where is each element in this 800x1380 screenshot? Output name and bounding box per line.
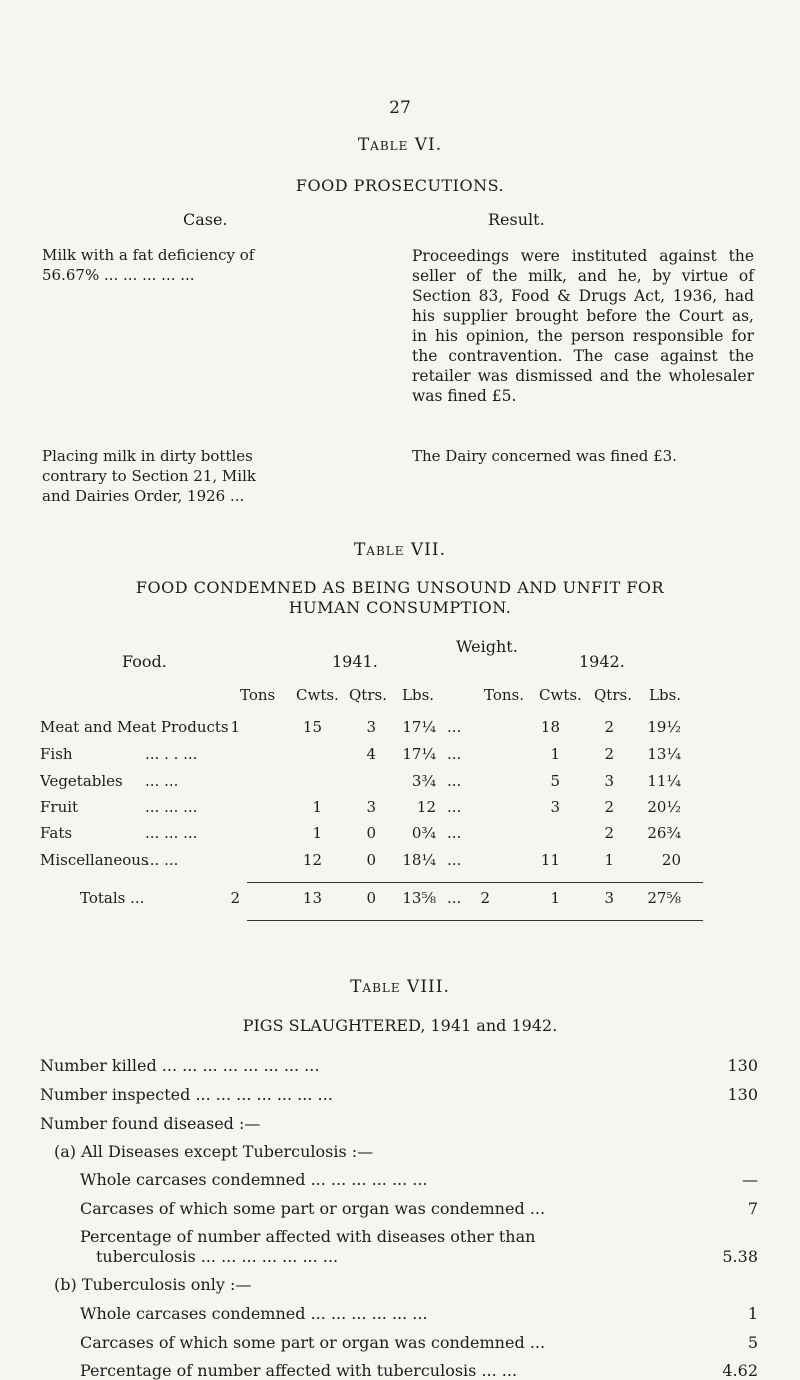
pig-stat-value: 1: [747, 1304, 758, 1323]
weight-q41: 4: [366, 745, 376, 763]
totals-label: Totals ...: [80, 889, 145, 907]
pig-stat-value: 5: [747, 1333, 758, 1352]
weight-l42: 11¼: [647, 772, 681, 790]
pig-stat-line: [40, 1085, 758, 1104]
table8-title: PIGS SLAUGHTERED, 1941 and 1942.: [242, 1016, 558, 1035]
weight-c41: 1: [312, 824, 322, 842]
table7-top-rule: [247, 882, 703, 883]
pig-stat-line: [80, 1227, 758, 1246]
leader-dots: ... ... ... ... ... ... ...: [190, 1085, 333, 1104]
leader-dots: ...: [496, 1361, 518, 1380]
pig-stat-line: [54, 1142, 758, 1161]
column-separator-dots: ...: [447, 889, 462, 907]
pig-stat-value: 5.38: [722, 1247, 758, 1266]
pig-stat-line: [40, 1114, 758, 1133]
table6-case-2-line3: and Dairies Order, 1926 ...: [42, 487, 245, 505]
table6-case-2-line2: contrary to Section 21, Milk: [42, 467, 256, 485]
column-separator-dots: ...: [447, 772, 462, 790]
total-q42: 3: [604, 889, 614, 907]
weight-l41: 0¾: [411, 824, 436, 842]
total-c41: 13: [302, 889, 322, 907]
pig-stat-label: tuberculosis: [96, 1247, 196, 1266]
weight-l42: 20: [661, 851, 681, 869]
pig-stat-line: [54, 1275, 758, 1294]
total-q41: 0: [366, 889, 376, 907]
weight-c42: 11: [540, 851, 560, 869]
pig-stat-label: Percentage of number affected with diseases other than: [80, 1227, 536, 1246]
leader-dots: ... ...: [145, 851, 179, 869]
total-t41: 2: [230, 889, 240, 907]
pig-stat-value: 130: [727, 1085, 758, 1104]
weight-t41: 1: [230, 718, 240, 736]
page-number: 27: [389, 98, 411, 118]
pig-stat-value: 4.62: [722, 1361, 758, 1380]
unit-cwts-1941: Cwts.: [296, 686, 339, 704]
weight-q42: 1: [604, 851, 614, 869]
table7-label: Table VII.: [353, 540, 447, 560]
pig-stat-line: [80, 1199, 758, 1218]
pig-stat-label: Number killed: [40, 1056, 157, 1075]
weight-q42: 2: [604, 718, 614, 736]
pig-stat-line: [80, 1333, 758, 1352]
leader-dots: ... ... ... ... ... ... ...: [195, 1247, 339, 1266]
leader-dots: ...: [524, 1199, 546, 1218]
table7-header-weight: Weight.: [456, 637, 518, 656]
weight-l41: 12: [416, 798, 436, 816]
pig-stat-label: Carcases of which some part or organ was condemned: [80, 1333, 525, 1352]
table6-label: Table VI.: [357, 135, 443, 155]
weight-q42: 2: [604, 824, 614, 842]
food-item-label: Fats: [40, 824, 73, 842]
weight-c41: 15: [302, 718, 322, 736]
pig-stat-line: [80, 1361, 758, 1380]
weight-q41: 3: [366, 718, 376, 736]
table6-result-2: The Dairy concerned was fined £3.: [412, 447, 677, 465]
table7-header-1941: 1941.: [332, 652, 378, 671]
weight-q41: 0: [366, 851, 376, 869]
table6-result-1: Proceedings were instituted against the seller of the milk, and he, by virtue of Section 83, Food & Drugs Act, 1936, had his supplier brought before the Court as, in his opinion, the person responsible for the contravention. The case against the retailer was dismissed and the wholesaler was fined £5.: [412, 247, 754, 405]
column-separator-dots: ...: [447, 798, 462, 816]
table7-header-food: Food.: [122, 652, 167, 671]
unit-lbs-1942: Lbs.: [649, 686, 682, 704]
table6-col-case: Case.: [183, 210, 228, 229]
pig-stat-line: [80, 1304, 758, 1323]
weight-q42: 2: [604, 798, 614, 816]
unit-qtrs-1942: Qtrs.: [594, 686, 632, 704]
weight-c42: 5: [550, 772, 560, 790]
total-l41: 13⅝: [402, 889, 436, 907]
table6-case-1-line2: 56.67% ... ... ... ... ...: [42, 266, 195, 284]
leader-dots: ... ... ... ... ... ...: [305, 1304, 428, 1323]
unit-tons-1941: Tons: [240, 686, 276, 704]
unit-cwts-1942: Cwts.: [539, 686, 582, 704]
total-c42: 1: [550, 889, 560, 907]
table7-bottom-rule: [247, 920, 703, 921]
food-item-label: Vegetables: [40, 772, 123, 790]
column-separator-dots: ...: [447, 718, 462, 736]
weight-l42: 26¾: [647, 824, 681, 842]
leader-dots: ...: [524, 1333, 546, 1352]
weight-l42: 20½: [647, 798, 681, 816]
weight-l42: 19½: [647, 718, 681, 736]
table7-title-line2: HUMAN CONSUMPTION.: [288, 598, 512, 617]
pig-stat-value: 7: [747, 1199, 758, 1218]
table7-title-line1: FOOD CONDEMNED AS BEING UNSOUND AND UNFIT FOR: [135, 578, 665, 597]
food-item-label: Fruit: [40, 798, 79, 816]
weight-l42: 13¼: [647, 745, 681, 763]
table6-case-2-line1: Placing milk in dirty bottles: [42, 447, 253, 465]
table6-case-1-line1: Milk with a fat deficiency of: [42, 246, 255, 264]
pig-stat-label: Carcases of which some part or organ was condemned: [80, 1199, 525, 1218]
total-t42: 2: [480, 889, 490, 907]
weight-c42: 18: [540, 718, 560, 736]
pig-stat-label: Percentage of number affected with tuberculosis ...: [80, 1361, 497, 1380]
weight-q42: 2: [604, 745, 614, 763]
column-separator-dots: ...: [447, 851, 462, 869]
pig-stat-label: Number inspected: [40, 1085, 191, 1104]
pig-stat-line: [80, 1170, 758, 1189]
column-separator-dots: ...: [447, 824, 462, 842]
table7-header-1942: 1942.: [579, 652, 625, 671]
weight-l41: 3¾: [411, 772, 436, 790]
column-separator-dots: ...: [447, 745, 462, 763]
unit-qtrs-1941: Qtrs.: [349, 686, 387, 704]
table6-title: FOOD PROSECUTIONS.: [295, 176, 505, 195]
leader-dots: ... ...: [145, 772, 179, 790]
food-item-label: Fish: [40, 745, 73, 763]
food-item-label: Meat and Meat Products: [40, 718, 229, 736]
pig-stat-line: [40, 1056, 758, 1075]
unit-lbs-1941: Lbs.: [402, 686, 435, 704]
weight-q41: 3: [366, 798, 376, 816]
leader-dots: ... ... ...: [145, 824, 198, 842]
weight-l41: 18¼: [402, 851, 436, 869]
leader-dots: ... ... ... ... ... ...: [305, 1170, 428, 1189]
weight-c42: 3: [550, 798, 560, 816]
food-item-label: Miscellaneous: [40, 851, 149, 869]
pig-stat-label: Whole carcases condemned: [80, 1170, 306, 1189]
pig-stat-label: Number found diseased :—: [40, 1114, 261, 1133]
pig-stat-label: Whole carcases condemned: [80, 1304, 306, 1323]
pig-stat-label: (b) Tuberculosis only :—: [54, 1275, 252, 1294]
pig-stat-value: 130: [727, 1056, 758, 1075]
weight-q41: 0: [366, 824, 376, 842]
weight-c41: 1: [312, 798, 322, 816]
leader-dots: ... ... ...: [145, 798, 198, 816]
weight-q42: 3: [604, 772, 614, 790]
weight-l41: 17¼: [402, 718, 436, 736]
unit-tons-1942: Tons.: [484, 686, 524, 704]
table6-col-result: Result.: [488, 210, 545, 229]
pig-stat-label: (a) All Diseases except Tuberculosis :—: [54, 1142, 374, 1161]
total-l42: 27⅝: [647, 889, 681, 907]
weight-l41: 17¼: [402, 745, 436, 763]
weight-c42: 1: [550, 745, 560, 763]
weight-c41: 12: [302, 851, 322, 869]
table8-label: Table VIII.: [350, 977, 450, 997]
pig-stat-value: —: [742, 1170, 758, 1189]
pig-stat-line: [96, 1247, 758, 1266]
leader-dots: ... ... ... ... ... ... ... ...: [156, 1056, 320, 1075]
leader-dots: ... . . ...: [145, 745, 198, 763]
